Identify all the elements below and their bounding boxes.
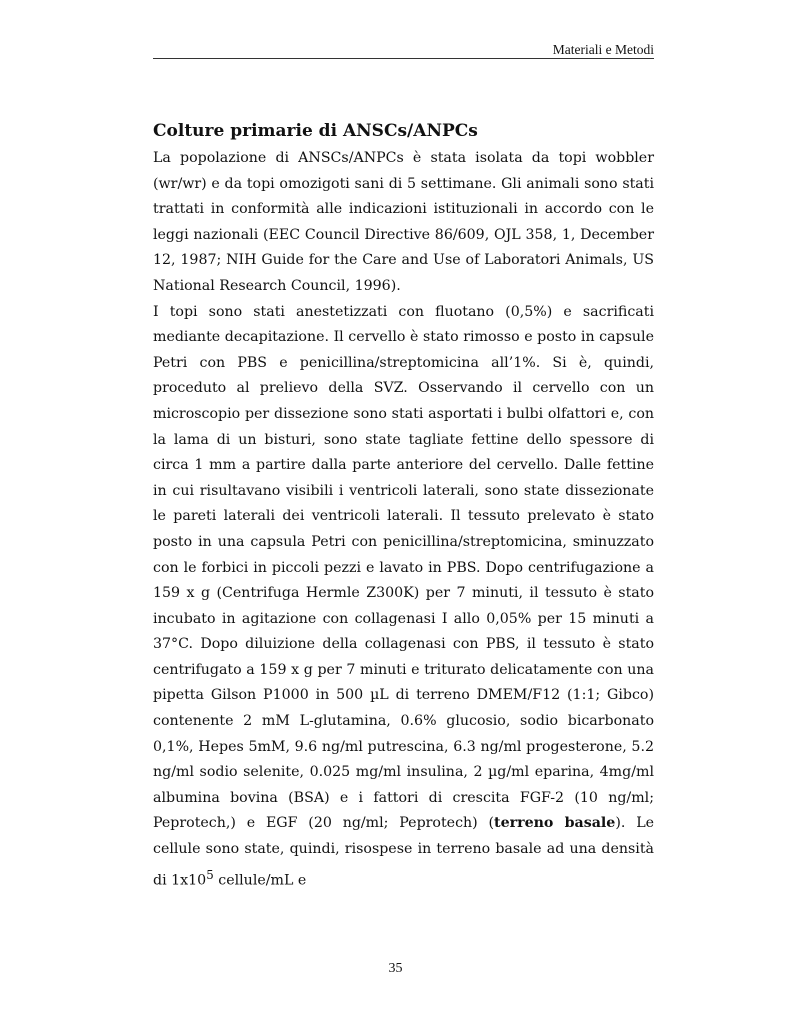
page-number: 35: [388, 961, 403, 976]
procedure-text: I topi sono stati anestetizzati con fluotano (0,5%) e sacrificati mediante decapitazione. Il cervello è stato rimosso e posto in capsule Petri con PBS e penicillina/streptomicina all’1%. Si è, quindi, proceduto al prelievo della SVZ. Osservando il cervello con un microscopio per dissezione sono stati asportati i bulbi olfattori e, con la lama di un bisturi, sono state tagliate fettine dello spessore di circa 1 mm a partire dalla parte anteriore del cervello. Dalle fettine in cui risultavano visibili i ventricoli laterali, sono state dissezionate le pareti laterali dei ventricoli laterali. Il tessuto prelevato è stato posto in una capsula Petri con penicillina/streptomicina, sminuzzato con le forbici in piccoli pezzi e lavato in PBS. Dopo centrifugazione a 159 x g (Centrifuga Hermle Z300K) per 7 minuti, il tessuto è stato incubato in agitazione con collagenasi I allo 0,05% per 15 minuti a 37°C. Dopo diluizione della collagenasi con PBS, il tessuto è stato centrifugato a 159 x g per 7 minuti e triturato delicatamente con una pipetta Gilson P1000 in 500 µL di terreno DMEM/F12 (1:1; Gibco) contenente 2 mM L-glutamina, 0.6% glucosio, sodio bicarbonato 0,1%, Hepes 5mM, 9.6 ng/ml putrescina, 6.3 ng/ml progesterone, 5.2 ng/ml sodio selenite, 0.025 mg/ml insulina, 2 µg/ml eparina, 4mg/ml albumina bovina (BSA) e i fattori di crescita FGF-2 (10 ng/ml; Peprotech,) e EGF (20 ng/ml; Peprotech) (: [153, 303, 654, 832]
running-header: [153, 40, 654, 59]
body-text: [153, 146, 654, 894]
procedure-text-continued: ). Le cellule sono state, quindi, risospese in terreno basale ad una densità di 1x10: [153, 815, 655, 889]
paragraph-animals: La popolazione di ANSCs/ANPCs è stata isolata da topi wobbler (wr/wr) e da topi omozigoti sani di 5 settimane. Gli animali sono stati trattati in conformità alle indicazioni istituzionali in accordo con le leggi nazionali (EEC Council Directive 86/609, OJL 358, 1, December 12, 1987; NIH Guide for the Care and Use of Laboratori Animals, US National Research Council, 1996).: [153, 150, 654, 294]
bold-term: terreno basale: [494, 815, 616, 832]
superscript-exponent: 5: [206, 867, 214, 882]
procedure-text-end: cellule/mL e: [213, 872, 307, 889]
section-title: Colture primarie di ANSCs/ANPCs: [153, 121, 478, 141]
paragraph-procedure: [153, 300, 654, 894]
header-title: Materiali e Metodi: [552, 42, 654, 57]
